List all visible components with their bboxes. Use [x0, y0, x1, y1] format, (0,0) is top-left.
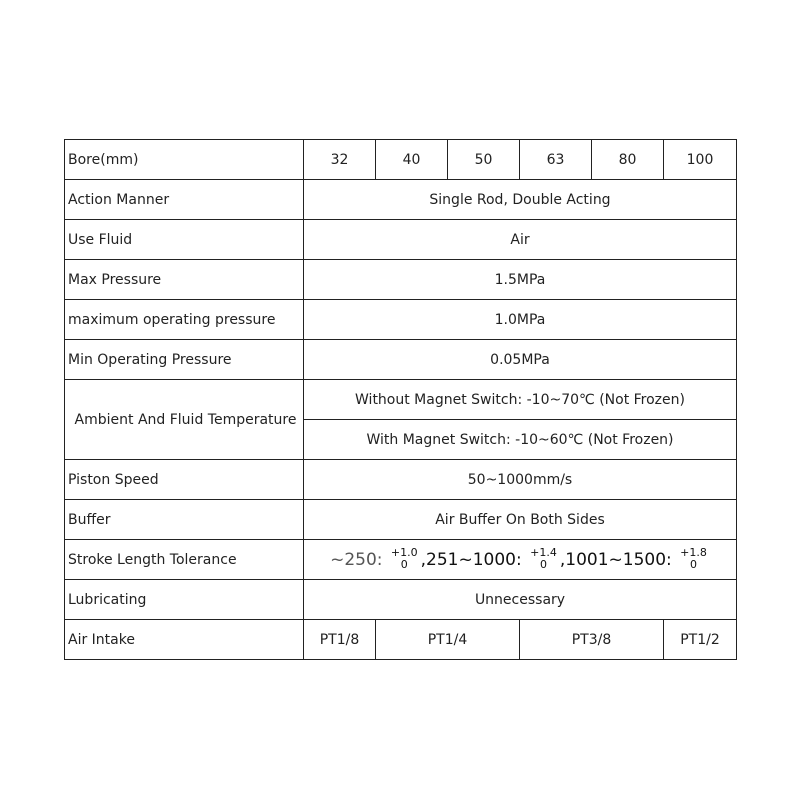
row-buffer — [65, 500, 737, 540]
tolerance-lower-3: 0 — [690, 557, 698, 571]
buffer-value: Air Buffer On Both Sides — [304, 500, 737, 540]
row-piston-speed — [65, 460, 737, 500]
air-intake-value-pt3-8: PT3/8 — [520, 620, 664, 660]
row-air-intake — [65, 620, 737, 660]
tolerance-fraction-2 — [530, 547, 557, 571]
max-operating-pressure-label: maximum operating pressure — [65, 300, 304, 340]
row-bore — [65, 140, 737, 180]
min-operating-pressure-label: Min Operating Pressure — [65, 340, 304, 380]
bore-value-50: 50 — [448, 140, 520, 180]
bore-value-80: 80 — [592, 140, 664, 180]
specification-table — [64, 139, 737, 660]
tolerance-upper-1: +1.0 — [390, 545, 418, 559]
piston-speed-label: Piston Speed — [65, 460, 304, 500]
use-fluid-value: Air — [304, 220, 737, 260]
stroke-tolerance-value — [304, 540, 737, 580]
tolerance-range-3: ,1001~1500: — [559, 549, 672, 570]
max-pressure-label: Max Pressure — [65, 260, 304, 300]
bore-value-100: 100 — [664, 140, 737, 180]
air-intake-value-pt1-4: PT1/4 — [376, 620, 520, 660]
min-operating-pressure-value: 0.05MPa — [304, 340, 737, 380]
air-intake-label: Air Intake — [65, 620, 304, 660]
bore-value-32: 32 — [304, 140, 376, 180]
row-action-manner — [65, 180, 737, 220]
piston-speed-value: 50~1000mm/s — [304, 460, 737, 500]
air-intake-value-pt1-2: PT1/2 — [664, 620, 737, 660]
tolerance-lower-2: 0 — [540, 557, 547, 571]
buffer-label: Buffer — [65, 500, 304, 540]
max-operating-pressure-value: 1.0MPa — [304, 300, 737, 340]
row-max-operating-pressure — [65, 300, 737, 340]
bore-value-40: 40 — [376, 140, 448, 180]
tolerance-range-2: ,251~1000: — [420, 549, 522, 570]
action-manner-value: Single Rod, Double Acting — [304, 180, 737, 220]
lubricating-label: Lubricating — [65, 580, 304, 620]
lubricating-value: Unnecessary — [304, 580, 737, 620]
temperature-with-magnet-value: With Magnet Switch: -10~60℃ (Not Frozen) — [304, 420, 737, 460]
row-use-fluid — [65, 220, 737, 260]
row-max-pressure — [65, 260, 737, 300]
stroke-tolerance-label: Stroke Length Tolerance — [65, 540, 304, 580]
tolerance-fraction-1 — [391, 547, 418, 571]
air-intake-value-pt1-8: PT1/8 — [304, 620, 376, 660]
row-min-operating-pressure — [65, 340, 737, 380]
row-temperature-without-magnet — [65, 380, 737, 420]
max-pressure-value: 1.5MPa — [304, 260, 737, 300]
bore-label: Bore(mm) — [65, 140, 304, 180]
tolerance-range-1: ~250: — [330, 549, 383, 570]
use-fluid-label: Use Fluid — [65, 220, 304, 260]
tolerance-lower-1: 0 — [400, 557, 408, 571]
tolerance-upper-2: +1.4 — [530, 545, 557, 559]
temperature-label: Ambient And Fluid Temperature — [65, 380, 304, 460]
tolerance-upper-3: +1.8 — [680, 545, 707, 559]
temperature-without-magnet-value: Without Magnet Switch: -10~70℃ (Not Frozen) — [304, 380, 737, 420]
tolerance-fraction-3 — [680, 547, 707, 571]
row-lubricating — [65, 580, 737, 620]
bore-value-63: 63 — [520, 140, 592, 180]
row-stroke-length-tolerance — [65, 540, 737, 580]
action-manner-label: Action Manner — [65, 180, 304, 220]
